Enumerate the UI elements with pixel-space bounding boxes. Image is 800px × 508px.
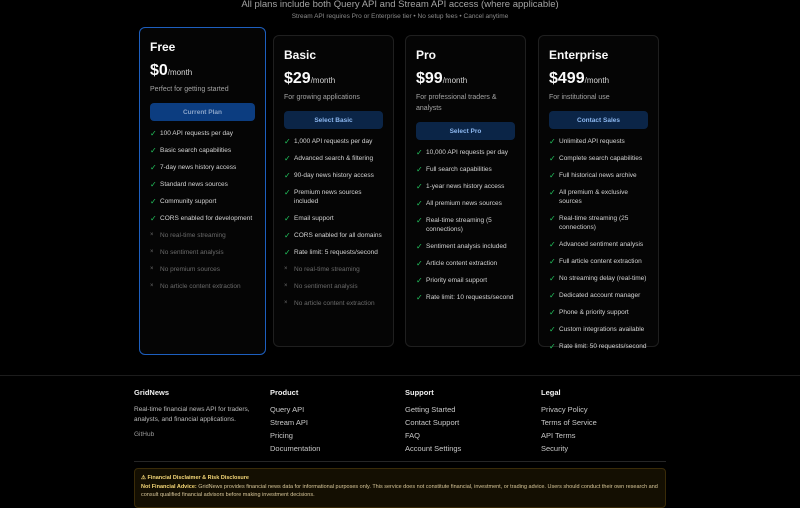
feature-text: Priority email support [426, 277, 488, 284]
x-icon: × [150, 232, 154, 238]
plan-price [150, 62, 255, 80]
feature-item [284, 154, 383, 163]
check-icon: ✓ [416, 148, 423, 157]
feature-item [284, 188, 383, 206]
check-icon: ✓ [284, 214, 291, 223]
plan-description: For professional traders & analysts [416, 94, 497, 112]
feature-item [150, 129, 255, 138]
plan-name: Basic [284, 48, 317, 62]
feature-text: Dedicated account manager [559, 292, 641, 299]
footer-link[interactable]: Getting Started [405, 405, 456, 414]
price-period: /month [167, 68, 193, 77]
x-icon: × [284, 283, 288, 289]
feature-text: Real-time streaming (5 connections) [426, 217, 492, 233]
feature-item [549, 214, 648, 232]
feature-item [416, 182, 515, 191]
check-icon: ✓ [284, 154, 291, 163]
footer-brand [134, 388, 264, 443]
feature-item [284, 265, 383, 274]
check-icon: ✓ [416, 216, 423, 225]
feature-item [284, 137, 383, 146]
feature-item [284, 282, 383, 291]
feature-text: Advanced sentiment analysis [559, 241, 644, 248]
plan-description: Perfect for getting started [150, 86, 229, 93]
feature-text: 1-year news history access [426, 183, 505, 190]
feature-text: No streaming delay (real-time) [559, 275, 647, 282]
feature-text: Rate limit: 5 requests/second [294, 249, 378, 256]
feature-text: 1,000 API requests per day [294, 138, 373, 145]
check-icon: ✓ [549, 308, 556, 317]
feature-list [549, 137, 648, 351]
feature-item [284, 171, 383, 180]
feature-item [150, 265, 255, 274]
check-icon: ✓ [416, 242, 423, 251]
price-amount: $499 [549, 70, 585, 87]
disclaimer-text: GridNews provides financial news data for informational purposes only. This service does not constitute financial, investment, or trading advice. Users should conduct their own research and consult qualified financial advisors before making investment decisions. [141, 484, 658, 498]
feature-text: CORS enabled for all domains [294, 232, 382, 239]
feature-item [284, 299, 383, 308]
check-icon: ✓ [284, 137, 291, 146]
price-amount: $0 [150, 62, 168, 79]
disclaimer-title: ⚠ Financial Disclaimer & Risk Disclosure [141, 475, 249, 481]
feature-text: Article content extraction [426, 260, 498, 267]
footer [0, 375, 800, 453]
feature-item [150, 214, 255, 223]
feature-list [150, 129, 255, 291]
footer-link[interactable]: Query API [270, 405, 305, 414]
feature-item [549, 171, 648, 180]
check-icon: ✓ [150, 129, 157, 138]
footer-link[interactable]: Stream API [270, 418, 308, 427]
divider [134, 461, 666, 462]
feature-text: Advanced search & filtering [294, 155, 374, 162]
check-icon: ✓ [549, 325, 556, 334]
check-icon: ✓ [549, 154, 556, 163]
footer-column-title: Support [405, 388, 434, 397]
check-icon: ✓ [416, 199, 423, 208]
feature-text: Rate limit: 50 requests/second [559, 343, 647, 350]
price-period: /month [442, 76, 468, 85]
feature-list [416, 148, 515, 302]
feature-item [549, 291, 648, 300]
plan-description: For growing applications [284, 94, 360, 101]
feature-item [150, 146, 255, 155]
footer-column-legal [541, 388, 671, 457]
feature-text: Full search capabilities [426, 166, 492, 173]
check-icon: ✓ [549, 214, 556, 223]
footer-column-product [270, 388, 400, 457]
feature-item [549, 308, 648, 317]
feature-text: Phone & priority support [559, 309, 629, 316]
check-icon: ✓ [150, 163, 157, 172]
x-icon: × [150, 266, 154, 272]
feature-text: 7-day news history access [160, 164, 237, 171]
feature-item [284, 231, 383, 240]
check-icon: ✓ [549, 240, 556, 249]
footer-column-title: Product [270, 388, 299, 397]
x-icon: × [284, 300, 288, 306]
feature-item [549, 274, 648, 283]
check-icon: ✓ [549, 342, 556, 351]
price-amount: $29 [284, 70, 311, 87]
disclaimer-label: Not Financial Advice: [141, 484, 197, 490]
pricing-subtitle: All plans include both Query API and Stream API access (where applicable) [241, 0, 559, 10]
feature-item [416, 199, 515, 208]
plan-button-pro[interactable]: Select Pro [416, 122, 515, 140]
plan-button-free[interactable]: Current Plan [150, 103, 255, 121]
check-icon: ✓ [284, 188, 291, 197]
plan-button-enterprise[interactable]: Contact Sales [549, 111, 648, 129]
feature-text: Community support [160, 198, 217, 205]
feature-text: No premium sources [160, 266, 220, 273]
price-period: /month [584, 76, 610, 85]
plan-description: For institutional use [549, 94, 610, 101]
feature-item [284, 248, 383, 257]
feature-text: 100 API requests per day [160, 130, 233, 137]
feature-text: No sentiment analysis [160, 249, 224, 256]
check-icon: ✓ [150, 214, 157, 223]
feature-item [549, 137, 648, 146]
feature-item [416, 165, 515, 174]
feature-item [549, 257, 648, 266]
check-icon: ✓ [150, 180, 157, 189]
footer-link[interactable]: Terms of Service [541, 418, 597, 427]
feature-text: Unlimited API requests [559, 138, 625, 145]
feature-item [150, 248, 255, 257]
feature-item [150, 180, 255, 189]
feature-item [549, 325, 648, 334]
plan-name: Pro [416, 48, 437, 62]
feature-text: Real-time streaming (25 connections) [559, 215, 629, 231]
price-amount: $99 [416, 70, 443, 87]
check-icon: ✓ [416, 276, 423, 285]
plan-card-pro [405, 35, 526, 347]
check-icon: ✓ [416, 165, 423, 174]
feature-text: No real-time streaming [160, 232, 226, 239]
footer-column-support [405, 388, 535, 457]
feature-text: No article content extraction [160, 283, 241, 290]
feature-item [150, 231, 255, 240]
footer-column-title: Legal [541, 388, 561, 397]
feature-item [150, 282, 255, 291]
footer-link[interactable]: FAQ [405, 431, 421, 440]
feature-text: Standard news sources [160, 181, 228, 188]
feature-item [416, 242, 515, 251]
pricing-note: Stream API requires Pro or Enterprise tier • No setup fees • Cancel anytime [291, 13, 509, 20]
plan-card-basic [273, 35, 394, 347]
x-icon: × [150, 283, 154, 289]
feature-text: Custom integrations available [559, 326, 645, 333]
feature-text: Full article content extraction [559, 258, 642, 265]
feature-item [416, 293, 515, 302]
feature-text: Basic search capabilities [160, 147, 232, 154]
plan-name: Enterprise [549, 48, 609, 62]
feature-item [150, 197, 255, 206]
check-icon: ✓ [150, 197, 157, 206]
feature-text: No real-time streaming [294, 266, 360, 273]
check-icon: ✓ [549, 188, 556, 197]
feature-text: No sentiment analysis [294, 283, 358, 290]
feature-item [549, 342, 648, 351]
plan-price [284, 70, 383, 88]
check-icon: ✓ [150, 146, 157, 155]
plan-button-basic[interactable]: Select Basic [284, 111, 383, 129]
x-icon: × [284, 266, 288, 272]
feature-item [549, 188, 648, 206]
feature-item [549, 240, 648, 249]
check-icon: ✓ [549, 137, 556, 146]
feature-text: All premium & exclusive sources [559, 189, 628, 205]
plan-name: Free [150, 40, 176, 54]
github-link[interactable]: GitHub [134, 431, 155, 438]
footer-link[interactable]: Pricing [270, 431, 293, 440]
feature-text: Complete search capabilities [559, 155, 643, 162]
feature-item [549, 154, 648, 163]
check-icon: ✓ [416, 259, 423, 268]
footer-link[interactable]: Privacy Policy [541, 405, 588, 414]
footer-link[interactable]: Security [541, 444, 569, 453]
feature-text: CORS enabled for development [160, 215, 253, 222]
check-icon: ✓ [416, 293, 423, 302]
feature-item [150, 163, 255, 172]
check-icon: ✓ [549, 274, 556, 283]
brand-name: GridNews [134, 388, 170, 397]
footer-link[interactable]: Account Settings [405, 444, 462, 453]
feature-text: All premium news sources [426, 200, 502, 207]
plan-card-free [139, 27, 266, 355]
feature-text: Email support [294, 215, 334, 222]
check-icon: ✓ [284, 248, 291, 257]
feature-item [416, 216, 515, 234]
feature-list [284, 137, 383, 308]
feature-text: Sentiment analysis included [426, 243, 507, 250]
feature-item [416, 148, 515, 157]
feature-text: 90-day news history access [294, 172, 374, 179]
feature-text: Premium news sources included [294, 189, 362, 205]
check-icon: ✓ [549, 171, 556, 180]
feature-item [284, 214, 383, 223]
check-icon: ✓ [416, 182, 423, 191]
price-period: /month [310, 76, 336, 85]
feature-text: 10,000 API requests per day [426, 149, 509, 156]
check-icon: ✓ [549, 291, 556, 300]
check-icon: ✓ [284, 231, 291, 240]
financial-disclaimer [134, 468, 666, 508]
brand-tagline: Real-time financial news API for traders, analysts, and financial applications. [134, 406, 250, 423]
footer-link[interactable]: Documentation [270, 444, 321, 453]
feature-item [416, 276, 515, 285]
check-icon: ✓ [549, 257, 556, 266]
feature-text: Full historical news archive [559, 172, 637, 179]
check-icon: ✓ [284, 171, 291, 180]
feature-text: Rate limit: 10 requests/second [426, 294, 514, 301]
x-icon: × [150, 249, 154, 255]
plan-price [416, 70, 515, 88]
plan-card-enterprise [538, 35, 659, 351]
plan-price [549, 70, 648, 88]
footer-link[interactable]: Contact Support [405, 418, 460, 427]
feature-text: No article content extraction [294, 300, 375, 307]
feature-item [416, 259, 515, 268]
footer-link[interactable]: API Terms [541, 431, 576, 440]
